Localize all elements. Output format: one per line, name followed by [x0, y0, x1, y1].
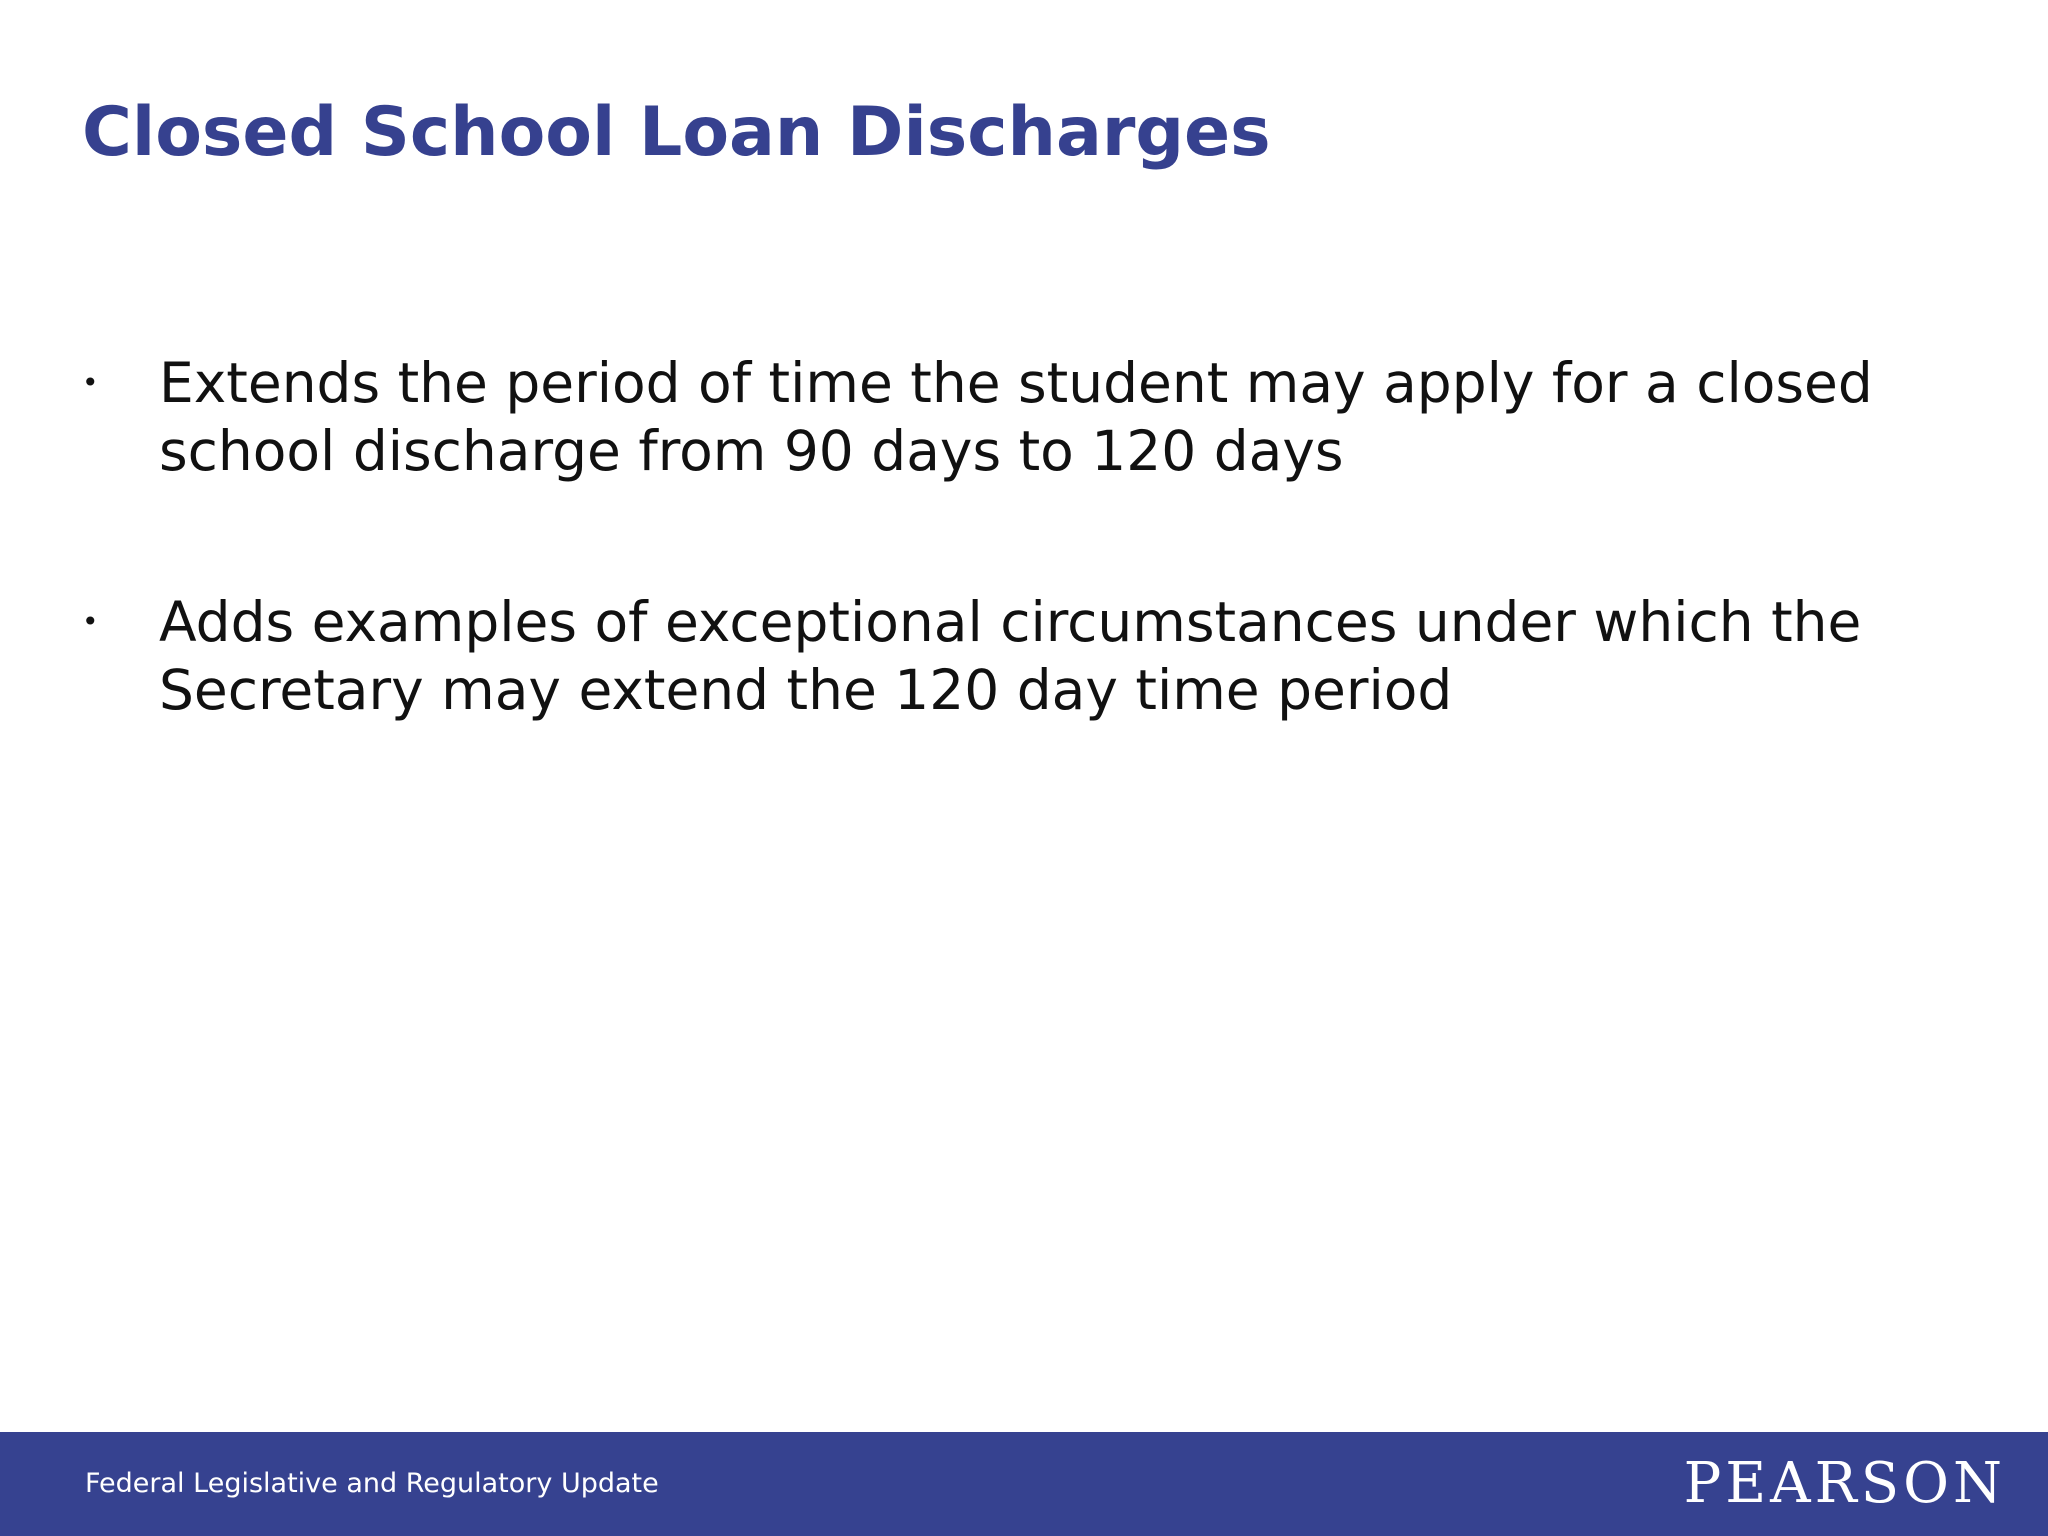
bullet-marker: • — [82, 366, 99, 399]
bullet-text: Adds examples of exceptional circumstances under which the Secretary may extend the 120 day time period — [159, 590, 1862, 722]
bullet-item — [82, 349, 1962, 485]
footer-bar — [0, 1432, 2048, 1536]
slide-title: Closed School Loan Discharges — [82, 93, 1271, 172]
footer-text: Federal Legislative and Regulatory Update — [85, 1468, 659, 1499]
pearson-logo: PEARSON — [1683, 1451, 2006, 1516]
bullet-text: Extends the period of time the student may apply for a closed school discharge from 90 days to 120 days — [159, 351, 1873, 483]
bullet-item — [82, 588, 1962, 724]
bullet-marker: • — [82, 605, 99, 638]
